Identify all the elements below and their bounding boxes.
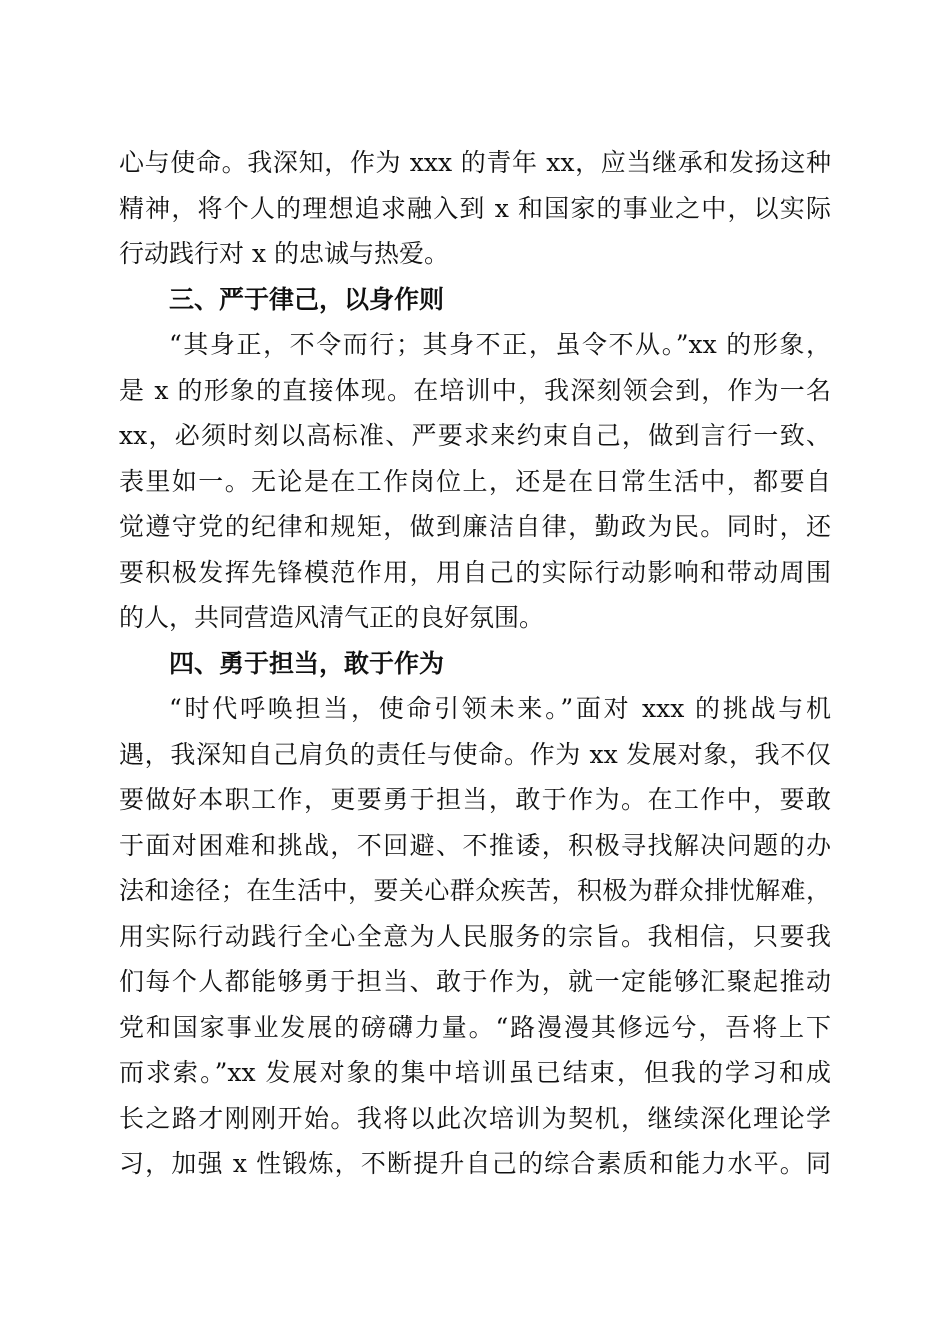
- text-line: 法和途径；在生活中，要关心群众疾苦，积极为群众排忧解难，: [119, 876, 831, 905]
- text-line: 要积极发挥先锋模范作用，用自己的实际行动影响和带动周围: [119, 557, 831, 587]
- text-line: 心与使命。我深知，作为 xxx 的青年 xx，应当继承和发扬这种: [119, 148, 831, 177]
- text-line: 习，加强 x 性锻炼，不断提升自己的综合素质和能力水平。同: [119, 1149, 831, 1178]
- text-line: 行动践行对 x 的忠诚与热爱。: [119, 239, 449, 268]
- section-heading-3: 三、严于律己，以身作则: [169, 284, 445, 314]
- text-line: “其身正，不令而行；其身不正，虽令不从。”xx 的形象，: [169, 330, 831, 359]
- text-line: 觉遵守党的纪律和规矩，做到廉洁自律，勤政为民。同时，还: [119, 512, 831, 541]
- text-line: 遇，我深知自己肩负的责任与使命。作为 xx 发展对象，我不仅: [119, 739, 831, 769]
- text-line: 精神，将个人的理想追求融入到 x 和国家的事业之中，以实际: [119, 193, 831, 223]
- section-heading-4: 四、勇于担当，敢于作为: [169, 648, 445, 678]
- paragraph-3: [119, 686, 831, 1187]
- text-line: 们每个人都能够勇于担当、敢于作为，就一定能够汇聚起推动: [119, 967, 831, 996]
- text-line: xx，必须时刻以高标准、严要求来约束自己，做到言行一致、: [119, 421, 831, 450]
- paragraph-1: [119, 140, 831, 277]
- text-line: 长之路才刚刚开始。我将以此次培训为契机，继续深化理论学: [119, 1103, 831, 1133]
- text-line: 用实际行动践行全心全意为人民服务的宗旨。我相信，只要我: [119, 921, 831, 951]
- text-line: 而求索。”xx 发展对象的集中培训虽已结束，但我的学习和成: [119, 1058, 831, 1087]
- text-line: 表里如一。无论是在工作岗位上，还是在日常生活中，都要自: [119, 466, 831, 496]
- text-line: 的人，共同营造风清气正的良好氛围。: [119, 603, 545, 632]
- document-body: [119, 140, 831, 1187]
- text-line: 是 x 的形象的直接体现。在培训中，我深刻领会到，作为一名: [119, 375, 831, 405]
- text-line: 于面对困难和挑战，不回避、不推诿，积极寻找解决问题的办: [119, 830, 831, 860]
- paragraph-2: [119, 322, 831, 641]
- text-line: 要做好本职工作，更要勇于担当，敢于作为。在工作中，要敢: [119, 785, 831, 814]
- text-line: 党和国家事业发展的磅礴力量。“路漫漫其修远兮，吾将上下: [119, 1012, 831, 1042]
- text-line: “时代呼唤担当，使命引领未来。”面对 xxx 的挑战与机: [169, 694, 831, 723]
